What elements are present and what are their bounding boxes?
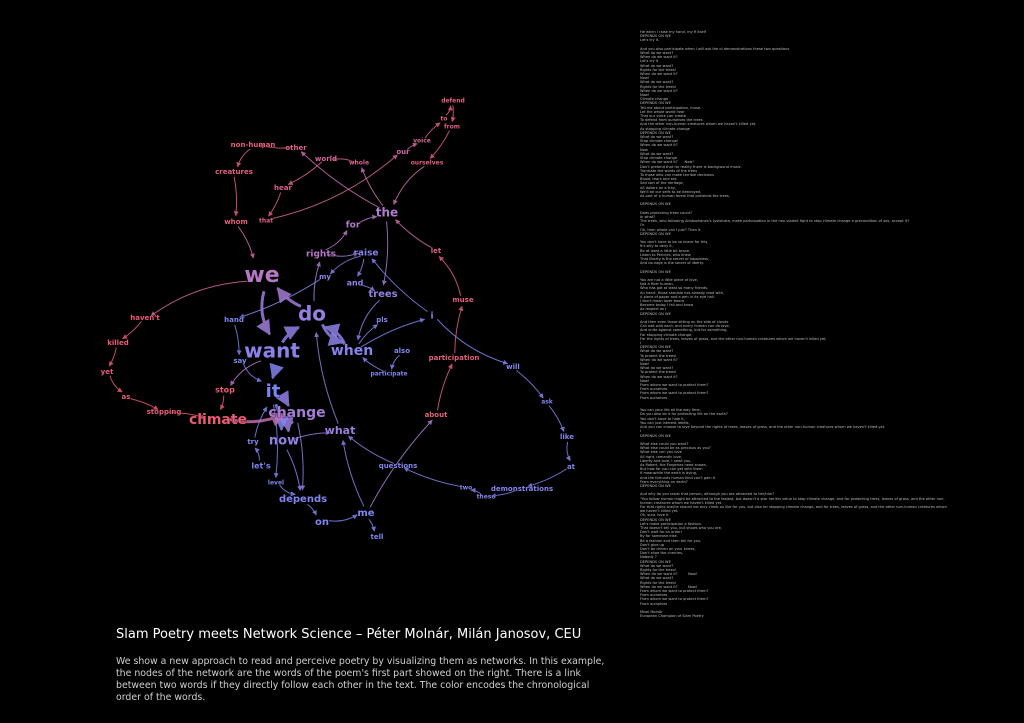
node-do: do: [297, 301, 327, 326]
node-demonstrations: demonstrations: [490, 485, 554, 493]
edge-to-defend: [446, 106, 451, 115]
node-depends: depends: [278, 494, 328, 505]
node-it: it: [265, 381, 281, 402]
node-level: level: [267, 479, 285, 487]
node-the: the: [375, 205, 399, 220]
edge-ask-like: [549, 406, 564, 432]
edge-want-it: [272, 364, 273, 378]
node-killed: killed: [107, 339, 129, 347]
network-nodes: [101, 98, 576, 542]
edge-muse-let: [439, 257, 461, 296]
edge-we-havent: [151, 281, 248, 316]
node-participation: participation: [428, 354, 480, 362]
node-also: also: [393, 347, 411, 355]
node-hand: hand: [224, 316, 244, 324]
node-questions: questions: [378, 462, 418, 470]
node-will: will: [506, 363, 520, 371]
edge-from-ourselves: [430, 130, 450, 158]
edge-for-the: [359, 217, 377, 223]
node-change: change: [268, 405, 326, 421]
node-want: want: [244, 338, 300, 363]
edge-two-questions: [404, 468, 462, 487]
edge-lets-try: [255, 448, 259, 461]
node-as: as: [121, 393, 131, 401]
node-try: try: [247, 438, 259, 446]
edge-raise-and: [357, 259, 363, 276]
node-whole: whole: [348, 159, 370, 167]
node-on: on: [315, 517, 329, 528]
edge-will-ask: [516, 371, 543, 399]
edge-whom-we: [238, 226, 253, 258]
edge-at-demonstrations: [528, 469, 567, 486]
node-me: me: [357, 508, 375, 519]
node-say: say: [233, 357, 247, 365]
edge-like-at: [567, 442, 570, 461]
edge-stop-climate: [220, 395, 223, 409]
edge-voice-to: [425, 123, 440, 138]
node-voice: voice: [413, 137, 431, 145]
edge-creatures-whom: [234, 177, 236, 216]
node-tell: tell: [370, 533, 384, 541]
node-ask: ask: [541, 398, 553, 406]
node-yet: yet: [100, 368, 114, 376]
node-what: what: [324, 424, 356, 437]
node-trees: trees: [368, 289, 398, 300]
node-from: from: [444, 123, 460, 131]
edge-hand-say: [235, 325, 239, 355]
caption-title: Slam Poetry meets Network Science – Péter Molnár, Milán Janosov, CEU: [116, 627, 582, 642]
edge-havent-killed: [123, 321, 142, 338]
node-world: world: [314, 155, 338, 163]
node-that: that: [258, 217, 274, 225]
node-hear: hear: [274, 184, 292, 192]
edge-on-me: [329, 515, 357, 521]
node-my: my: [319, 273, 331, 281]
node-and: and: [346, 278, 364, 288]
edge-questions-what: [348, 436, 393, 463]
network-edges: [109, 105, 570, 531]
node-we: we: [244, 263, 280, 288]
node-nonhuman: non-human: [230, 141, 276, 149]
edge-nonhuman-creatures: [238, 149, 251, 167]
node-participate: participate: [370, 370, 408, 378]
edge-let-the: [396, 220, 433, 248]
node-when: when: [330, 343, 374, 359]
node-rights: rights: [305, 249, 337, 260]
node-stopping: stopping: [146, 408, 182, 416]
node-raise: raise: [353, 248, 379, 259]
node-these: these: [476, 493, 496, 501]
node-i: i: [430, 311, 434, 322]
node-creatures: creatures: [215, 168, 253, 176]
edge-yet-as: [110, 376, 122, 392]
node-to: to: [440, 115, 448, 123]
node-about: about: [424, 411, 448, 419]
node-defend: defend: [441, 97, 465, 105]
node-let: let: [430, 247, 442, 255]
edge-the-trees: [383, 221, 387, 285]
edge-me-tell: [369, 519, 374, 531]
edge-killed-yet: [109, 348, 116, 367]
caption-body: We show a new approach to read and perceive poetry by visualizing them as networks. In this example, the nodes of the network are the words of the poem's first part showed on the right. There is a link between two words if they directly follow each other in the text. The color encodes the chronological order of the words.: [116, 656, 605, 703]
node-our: our: [396, 148, 410, 156]
node-two: two: [459, 484, 473, 492]
edge-also-participate: [392, 355, 400, 369]
node-whom: whom: [224, 218, 248, 226]
edge-i-raise: [372, 259, 428, 312]
node-like: like: [559, 433, 575, 441]
node-stop: stop: [215, 385, 235, 395]
node-muse: muse: [452, 296, 474, 304]
node-at: at: [566, 463, 576, 471]
node-pls: pls: [376, 316, 388, 324]
edge-we-want: [262, 291, 270, 334]
edge-hear-that: [268, 192, 280, 216]
node-lets: let's: [251, 461, 271, 471]
node-now: now: [268, 433, 300, 449]
edge-rights-for: [326, 230, 347, 249]
node-havent: haven't: [130, 314, 160, 322]
poem-text: He when I raise my hand, my fi itself DEPENDS ON WE Let's try it. And you also participate when I will ask the ol demonstrations these two questions What do we want? When do we want it? Let's try it What do we want? Rights for the trees! When do we want it? Now! What do we want? Rights for the trees! When do we want it? Now! Climate change DEPENDS ON WE Tell me about participation, muse. Let the whole world hear That our voice can create To defend from ourselves the trees And the other non-human creatures whom we haven't killed yet. As stopping climate change DEPENDS ON WE What do we want? Stop climate change! When do we want it? Now What do we want? Stop climate change When do we want it? Now! Don't pretend that for reality there is background music. Translate the words of the trees To those who can make terrible decisions Blood, tears and sex Sad sort of the heritage, All dollars on a tray, We'll be our selfs to be destroyed, As part of a human forest that pretends the trees. DEPENDS ON WE Does protecting trees count? In what? The trees, who following Aristophanes's Lysistrata, make participation in the non-violent fight to stop climate change a precondition of sex, accept it? Or Oh, then whole can I just? Then it DEPENDS ON WE You don't have to be so brave for this, It's silly to deny it, Be at least a little bit brave, Listen to Pericles, who knew That liberty is the secret of happiness, And courage is the secret of liberty. DEPENDS ON WE You are not a little piece of love, Not a finer human, Who has got at least so many friends. An heart, those shoulda has already read with, A piece of paper and a pen in its eye hall. I don't mean lazer beam. Become today I fall and know As respect as I DEPENDS ON WE And then even those sitting on the side of clouds Call wet-wild each, and every human can do love, And unite against something, but for something, For stopping climate change, For the rights of trees, leaves of grass, and the other non-human creatures whom we haven't killed yet. I DEPENDS ON WE What do we want? To protect the trees! When do we want it? Now! What do we want? To protect the trees! When do we want it? Now! From whom we want to protect them? From ourselves From whom we want to protect them? From ourselves You can your life all the way time, Do you also do it for protecting life on the earth? You don't have to hide it, You can just interest rebels, And you can choose to love beyond the rights of trees, leaves of grass, and the other non-human creatures whom we haven't killed yet. I DEPENDS ON WE What else could you want? What else could be as precious as you? What else can you love All right, romantic love, Liberty and love, I need you, As Robert, the Forgeries need snows, But how far you can get with them If meanwhile the earth is dying, And the fortunes human kind can't gain it From everything on earth? DEPENDS ON WE And why do you resist that person, although you are attracted to her/him? "You follow human might be attracted to the fastest, but doesn't a star her/his value to stop climate change, and for protecting trees, leaves of grass, and the other non- human creatures whom we haven't killed yet. For that rights she/he should not only climb on like for you, but also for stopping climate change, and for trees, leaves of grass, and the other non-human creatures whom we haven't killed yet. Oh, sure, love it DEPENDS ON WE Let's make participation a fashion. That doesn't tell you, but shows who you are, Don't wait for an order! By for someone else. Be a fashion and then tell for you, Don't give up Don't be driven on your knees, Don't shoe the cherries, Nobody ? DEPENDS ON WE What do we want? Rights for the trees! When do we want it? Now! What do we want? Rights for the trees! When do we want it? Now! From whom we want to protect them? From ourselves From whom we want to protect them? From ourselves Misel Molnár European Champion of Slam Poetry: [640, 30, 947, 619]
edge-participation-muse: [455, 306, 462, 353]
edge-about-participation: [437, 364, 452, 410]
node-other: other: [285, 144, 307, 152]
edge-ourselves-the: [394, 166, 425, 204]
edge-now-depends: [287, 450, 300, 491]
node-for: for: [345, 220, 361, 231]
edge-say-it: [244, 364, 262, 381]
edge-me-what: [343, 440, 364, 506]
edge-defend-from: [452, 105, 453, 121]
node-ourselves: ourselves: [410, 159, 444, 167]
edge-depends-on: [307, 504, 316, 515]
node-climate: climate: [188, 412, 248, 428]
edge-change-now: [288, 421, 293, 431]
